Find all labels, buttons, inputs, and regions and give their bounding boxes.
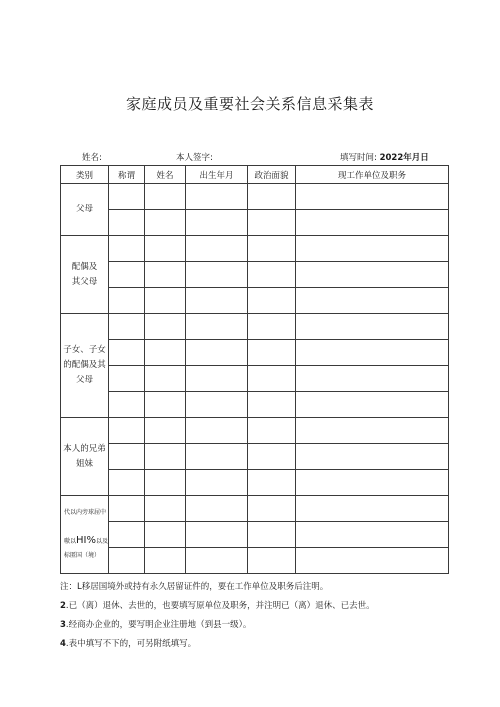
category-spouse-line2: 其父母 xyxy=(71,276,98,287)
political-cell[interactable] xyxy=(248,522,296,548)
category-siblings-line2: 姐妹 xyxy=(75,458,93,469)
category-spouse-line1: 配偶及 xyxy=(71,261,98,272)
relation-cell[interactable] xyxy=(109,522,145,548)
note-2-text: .已（离）退休、去世的，也要填写原单位及职务，并注明已（离）退休、已去世。 xyxy=(65,601,375,611)
relation-cell[interactable] xyxy=(109,210,145,236)
political-cell[interactable] xyxy=(248,340,296,366)
political-cell[interactable] xyxy=(248,392,296,418)
table-row xyxy=(61,236,449,262)
fill-date-value: 2022年月日 xyxy=(379,153,429,163)
table-row xyxy=(61,470,449,496)
workplace-cell[interactable] xyxy=(296,210,449,236)
workplace-cell[interactable] xyxy=(296,288,449,314)
relation-cell[interactable] xyxy=(109,418,145,444)
signature-label: 本人签字: xyxy=(176,153,213,163)
relation-cell[interactable] xyxy=(109,340,145,366)
relation-cell[interactable] xyxy=(109,548,145,574)
note-4-number: 4 xyxy=(60,639,66,649)
category-children-line1: 子女、子女 xyxy=(63,345,106,355)
table-row xyxy=(61,314,449,340)
note-2 xyxy=(60,597,460,616)
table-row xyxy=(61,366,449,392)
relation-cell[interactable] xyxy=(109,496,145,522)
category-other-line2a: 嗷以 xyxy=(64,538,77,545)
workplace-cell[interactable] xyxy=(296,366,449,392)
family-info-table xyxy=(60,165,449,574)
birth-cell[interactable] xyxy=(186,340,248,366)
workplace-cell[interactable] xyxy=(296,340,449,366)
name-cell[interactable] xyxy=(145,288,186,314)
name-cell[interactable] xyxy=(145,366,186,392)
relation-cell[interactable] xyxy=(109,184,145,210)
table-row xyxy=(61,392,449,418)
category-other-line3: 标匿国（境） xyxy=(64,552,101,559)
fill-date xyxy=(340,151,429,163)
political-cell[interactable] xyxy=(248,288,296,314)
table-row xyxy=(61,496,449,522)
notes-section xyxy=(60,578,460,654)
table-row xyxy=(61,418,449,444)
workplace-cell[interactable] xyxy=(296,496,449,522)
workplace-cell[interactable] xyxy=(296,314,449,340)
workplace-cell[interactable] xyxy=(296,262,449,288)
header-workplace: 现工作单位及职务 xyxy=(296,166,449,184)
fill-date-label: 填写时间: xyxy=(340,153,377,163)
workplace-cell[interactable] xyxy=(296,236,449,262)
table-row xyxy=(61,548,449,574)
workplace-cell[interactable] xyxy=(296,522,449,548)
name-cell[interactable] xyxy=(145,340,186,366)
workplace-cell[interactable] xyxy=(296,418,449,444)
header-category: 类别 xyxy=(61,166,109,184)
name-cell[interactable] xyxy=(145,418,186,444)
note-3-text: .经商办企业的，要写明企业注册地（到县一级）。 xyxy=(65,620,252,630)
header-birth: 出生年月 xyxy=(186,166,248,184)
category-children xyxy=(61,314,109,418)
name-cell[interactable] xyxy=(145,470,186,496)
category-other-line1: 代以内旁球屈中 xyxy=(64,509,107,516)
political-cell[interactable] xyxy=(248,210,296,236)
name-cell[interactable] xyxy=(145,314,186,340)
birth-cell[interactable] xyxy=(186,418,248,444)
workplace-cell[interactable] xyxy=(296,184,449,210)
name-cell[interactable] xyxy=(145,392,186,418)
political-cell[interactable] xyxy=(248,366,296,392)
table-row xyxy=(61,288,449,314)
political-cell[interactable] xyxy=(248,418,296,444)
form-title: 家庭成员及重要社会关系信息采集表 xyxy=(125,95,374,113)
category-children-line3: 父母 xyxy=(75,375,93,385)
note-1: 注：L移居国境外或持有永久居留证件的，要在工作单位及职务后注明。 xyxy=(60,582,329,592)
header-name: 姓名 xyxy=(145,166,186,184)
workplace-cell[interactable] xyxy=(296,444,449,470)
note-4 xyxy=(60,635,460,654)
table-row xyxy=(61,444,449,470)
birth-cell[interactable] xyxy=(186,262,248,288)
name-cell[interactable] xyxy=(145,236,186,262)
table-row xyxy=(61,184,449,210)
political-cell[interactable] xyxy=(248,496,296,522)
category-children-line2: 的配偶及其 xyxy=(63,360,106,370)
political-cell[interactable] xyxy=(248,548,296,574)
birth-cell[interactable] xyxy=(186,288,248,314)
political-cell[interactable] xyxy=(248,184,296,210)
relation-cell[interactable] xyxy=(109,392,145,418)
birth-cell[interactable] xyxy=(186,184,248,210)
relation-cell[interactable] xyxy=(109,236,145,262)
birth-cell[interactable] xyxy=(186,392,248,418)
relation-cell[interactable] xyxy=(109,470,145,496)
table-row xyxy=(61,522,449,548)
table-row xyxy=(61,340,449,366)
birth-cell[interactable] xyxy=(186,236,248,262)
note-3 xyxy=(60,616,460,635)
category-parents: 父母 xyxy=(61,184,109,236)
category-siblings-line1: 本人的兄弟 xyxy=(63,443,106,454)
category-other-relatives xyxy=(61,496,109,574)
political-cell[interactable] xyxy=(248,236,296,262)
relation-cell[interactable] xyxy=(109,366,145,392)
name-label: 姓名: xyxy=(82,153,102,163)
political-cell[interactable] xyxy=(248,314,296,340)
birth-cell[interactable] xyxy=(186,314,248,340)
birth-cell[interactable] xyxy=(186,496,248,522)
workplace-cell[interactable] xyxy=(296,470,449,496)
name-cell[interactable] xyxy=(145,548,186,574)
category-other-line2b: HI% xyxy=(76,535,96,546)
note-3-number: 3 xyxy=(60,620,66,630)
workplace-cell[interactable] xyxy=(296,392,449,418)
table-row xyxy=(61,262,449,288)
header-row xyxy=(61,166,449,184)
name-cell[interactable] xyxy=(145,184,186,210)
birth-cell[interactable] xyxy=(186,470,248,496)
header-political-status: 政治面貌 xyxy=(248,166,296,184)
name-cell[interactable] xyxy=(145,262,186,288)
birth-cell[interactable] xyxy=(186,210,248,236)
workplace-cell[interactable] xyxy=(296,548,449,574)
relation-cell[interactable] xyxy=(109,288,145,314)
birth-cell[interactable] xyxy=(186,444,248,470)
relation-cell[interactable] xyxy=(109,262,145,288)
birth-cell[interactable] xyxy=(186,548,248,574)
note-2-number: 2 xyxy=(60,601,66,611)
table-row xyxy=(61,210,449,236)
category-spouse xyxy=(61,236,109,314)
note-4-text: .表中填写不下的，可另附纸填写。 xyxy=(65,639,197,649)
header-relation: 称谓 xyxy=(109,166,145,184)
name-cell[interactable] xyxy=(145,522,186,548)
name-cell[interactable] xyxy=(145,444,186,470)
birth-cell[interactable] xyxy=(186,366,248,392)
relation-cell[interactable] xyxy=(109,444,145,470)
category-siblings xyxy=(61,418,109,496)
category-other-line2c: 以及 xyxy=(96,538,109,545)
political-cell[interactable] xyxy=(248,470,296,496)
birth-cell[interactable] xyxy=(186,522,248,548)
political-cell[interactable] xyxy=(248,444,296,470)
name-cell[interactable] xyxy=(145,210,186,236)
relation-cell[interactable] xyxy=(109,314,145,340)
name-cell[interactable] xyxy=(145,496,186,522)
political-cell[interactable] xyxy=(248,262,296,288)
